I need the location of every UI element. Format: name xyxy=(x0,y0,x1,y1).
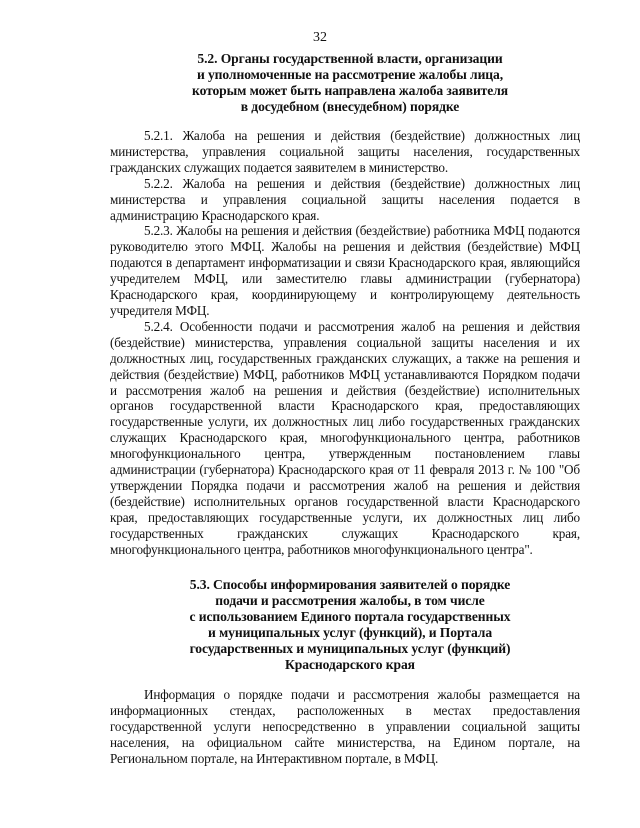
section-5-3-title-line: с использованием Единого портала государственных xyxy=(189,609,511,624)
paragraph-5-2-2: 5.2.2. Жалоба на решения и действия (бездействие) должностных лиц министерства и управления социальной защиты населения подается в администрацию Краснодарского края. xyxy=(110,175,580,223)
section-5-2-title-line: и уполномоченные на рассмотрение жалобы лица, xyxy=(196,67,504,82)
paragraph-5-3-info: Информация о порядке подачи и рассмотрения жалобы размещается на информационных стендах, расположенных в местах предоставления государственной услуги непосредственно в управлении социальной защиты населения, на официальном сайте министерства, на Едином портале, на Региональном портале, на Интерактивном портале, в МФЦ. xyxy=(110,687,580,766)
section-5-2-title xyxy=(140,51,560,115)
section-5-3-title-line: государственных и муниципальных услуг (функций) xyxy=(189,641,511,656)
page-number: 32 xyxy=(313,30,327,45)
section-5-3-body xyxy=(110,687,580,767)
section-5-3-title-line: и муниципальных услуг (функций), и Портала xyxy=(207,625,493,640)
paragraph-5-2-4: 5.2.4. Особенности подачи и рассмотрения жалоб на решения и действия (бездействие) министерства, управления социальной защиты населения и их должностных лиц, государственных гражданских служащих, а также на решения и действия (бездействие) МФЦ, работников МФЦ устанавливаются Порядком подачи и рассмотрения жалоб на решения и действия (бездействие) исполнительных органов государственной власти Краснодарского края, предоставляющих государственные услуги, их должностных лиц либо государственных гражданских служащих Краснодарского края, многофункционального центра, работников многофункционального центра, утвержденным постановлением главы администрации (губернатора) Краснодарского края от 11 февраля 2013 г. № 100 "Об утверждении Порядка подачи и рассмотрения жалоб на решения и действия (бездействие) исполнительных органов государственной власти Краснодарского края, предоставляющих государственные услуги, их должностных лиц либо государственных гражданских служащих Краснодарского края, многофункционального центра, работников многофункционального центра". xyxy=(110,318,580,557)
section-5-2-title-line: которым может быть направлена жалоба заявителя xyxy=(192,83,508,98)
section-5-3-title-line: Краснодарского края xyxy=(285,657,415,672)
paragraph-5-2-3: 5.2.3. Жалобы на решения и действия (бездействие) работника МФЦ подаются руководителю этого МФЦ. Жалобы на решения и действия (бездействие) МФЦ подаются в департамент информатизации и связи Краснодарского края, являющийся учредителем МФЦ, или заместителю главы администрации (губернатора) Краснодарского края, координирующему и контролирующему деятельность учредителя МФЦ. xyxy=(110,223,580,318)
section-5-2-body xyxy=(110,128,580,557)
section-5-3-title-line: 5.3. Способы информирования заявителей о порядке xyxy=(189,577,511,592)
section-5-3-title xyxy=(140,577,560,673)
section-5-2-title-line: 5.2. Органы государственной власти, организации xyxy=(197,51,503,66)
section-5-2-title-line: в досудебном (внесудебном) порядке xyxy=(240,99,460,114)
section-5-3-title-line: подачи и рассмотрения жалобы, в том числе xyxy=(215,593,485,608)
paragraph-5-2-1: 5.2.1. Жалоба на решения и действия (бездействие) должностных лиц министерства, управления социальной защиты населения, государственных гражданских служащих подается заявителем в министерство. xyxy=(110,128,580,175)
